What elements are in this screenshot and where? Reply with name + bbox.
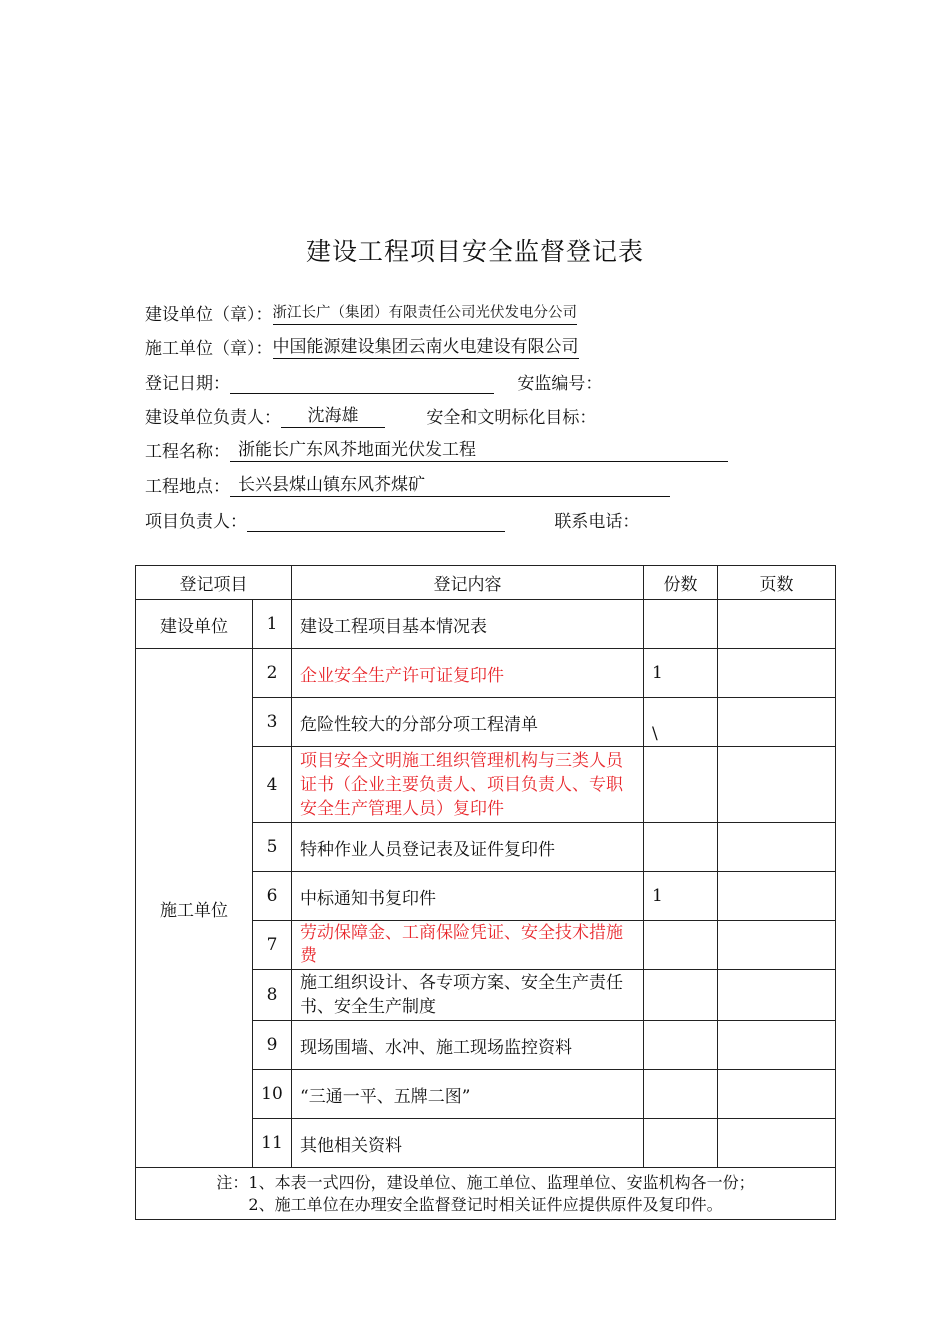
builder-head-label: 建设单位负责人： [145,408,281,428]
note-line-2: 2、施工单位在办理安全监督登记时相关证件应提供原件及复印件。 [248,1194,723,1214]
phone-label: 联系电话： [554,512,640,532]
date-label: 登记日期： [145,374,230,394]
row-content: 特种作业人员登记表及证件复印件 [292,823,644,872]
row-no: 1 [253,600,292,649]
row-no: 2 [253,649,292,698]
row-content: 项目安全文明施工组织管理机构与三类人员证书（企业主要负责人、项目负责人、专职安全生产管理人员）复印件 [292,747,644,823]
row-copies [644,823,718,872]
pm-label: 项目负责人： [145,512,247,532]
contractor-label: 施工单位（章）： [145,339,273,359]
row-no: 3 [253,698,292,747]
builder-head-row [145,403,596,428]
row-content: 其他相关资料 [292,1119,644,1168]
table-note [136,1168,836,1220]
project-name-row [145,437,728,462]
row-no: 7 [253,921,292,970]
builder-label: 建设单位（章）： [145,305,273,325]
project-name-value: 浙能长广东风芥地面光伏发工程 [230,439,728,462]
row-pages [718,1070,836,1119]
row-copies [644,1021,718,1070]
header-pages: 页数 [718,566,836,600]
row-no: 8 [253,970,292,1021]
builder-row [145,300,577,325]
group-contractor: 施工单位 [136,649,253,1168]
row-copies [644,1119,718,1168]
location-label: 工程地点： [145,477,230,497]
page-title: 建设工程项目安全监督登记表 [305,237,644,266]
row-copies [644,1070,718,1119]
row-pages [718,649,836,698]
row-content: 危险性较大的分部分项工程清单 [292,698,644,747]
row-copies [644,921,718,970]
row-pages [718,600,836,649]
row-copies: \ [644,698,718,747]
row-pages [718,921,836,970]
row-no: 9 [253,1021,292,1070]
row-content: 中标通知书复印件 [292,872,644,921]
row-no: 6 [253,872,292,921]
row-content: 现场围墙、水冲、施工现场监控资料 [292,1021,644,1070]
row-copies: 1 [644,649,718,698]
row-no: 4 [253,747,292,823]
builder-head-value: 沈海雄 [281,405,385,428]
group-builder: 建设单位 [136,600,253,649]
project-name-label: 工程名称： [145,442,230,462]
note-line-1: 注：1、本表一式四份，建设单位、施工单位、监理单位、安监机构各一份； [216,1172,755,1192]
row-no: 5 [253,823,292,872]
row-pages [718,1119,836,1168]
header-content: 登记内容 [292,566,644,600]
row-pages [718,698,836,747]
row-copies [644,747,718,823]
contractor-value: 中国能源建设集团云南火电建设有限公司 [272,337,579,357]
row-pages [718,1021,836,1070]
table-row [136,600,836,649]
contractor-row [145,334,579,359]
header-item: 登记项目 [136,566,292,600]
row-pages [718,823,836,872]
row-content: 建设工程项目基本情况表 [292,600,644,649]
safety-no-label: 安监编号： [517,374,603,394]
builder-value: 浙江长广（集团）有限责任公司光伏发电分公司 [273,302,578,325]
table-note-row [136,1168,836,1220]
target-label: 安全和文明标化目标： [426,408,597,428]
row-copies [644,600,718,649]
row-no: 11 [253,1119,292,1168]
location-value: 长兴县煤山镇东风芥煤矿 [230,474,670,497]
row-pages [718,970,836,1021]
location-row [145,472,670,497]
table-row [136,649,836,698]
pm-value [247,509,505,532]
row-pages [718,747,836,823]
row-no: 10 [253,1070,292,1119]
pm-row [145,507,639,532]
table-header-row [136,566,836,600]
date-value [230,371,494,394]
row-content: 劳动保障金、工商保险凭证、安全技术措施费 [292,921,644,970]
row-pages [718,872,836,921]
row-copies [644,970,718,1021]
row-content: “三通一平、五牌二图” [292,1070,644,1119]
registration-table [135,565,836,1220]
date-row [145,369,602,394]
row-copies: 1 [644,872,718,921]
row-content: 企业安全生产许可证复印件 [292,649,644,698]
row-content: 施工组织设计、各专项方案、安全生产责任书、安全生产制度 [292,970,644,1021]
header-copies: 份数 [644,566,718,600]
